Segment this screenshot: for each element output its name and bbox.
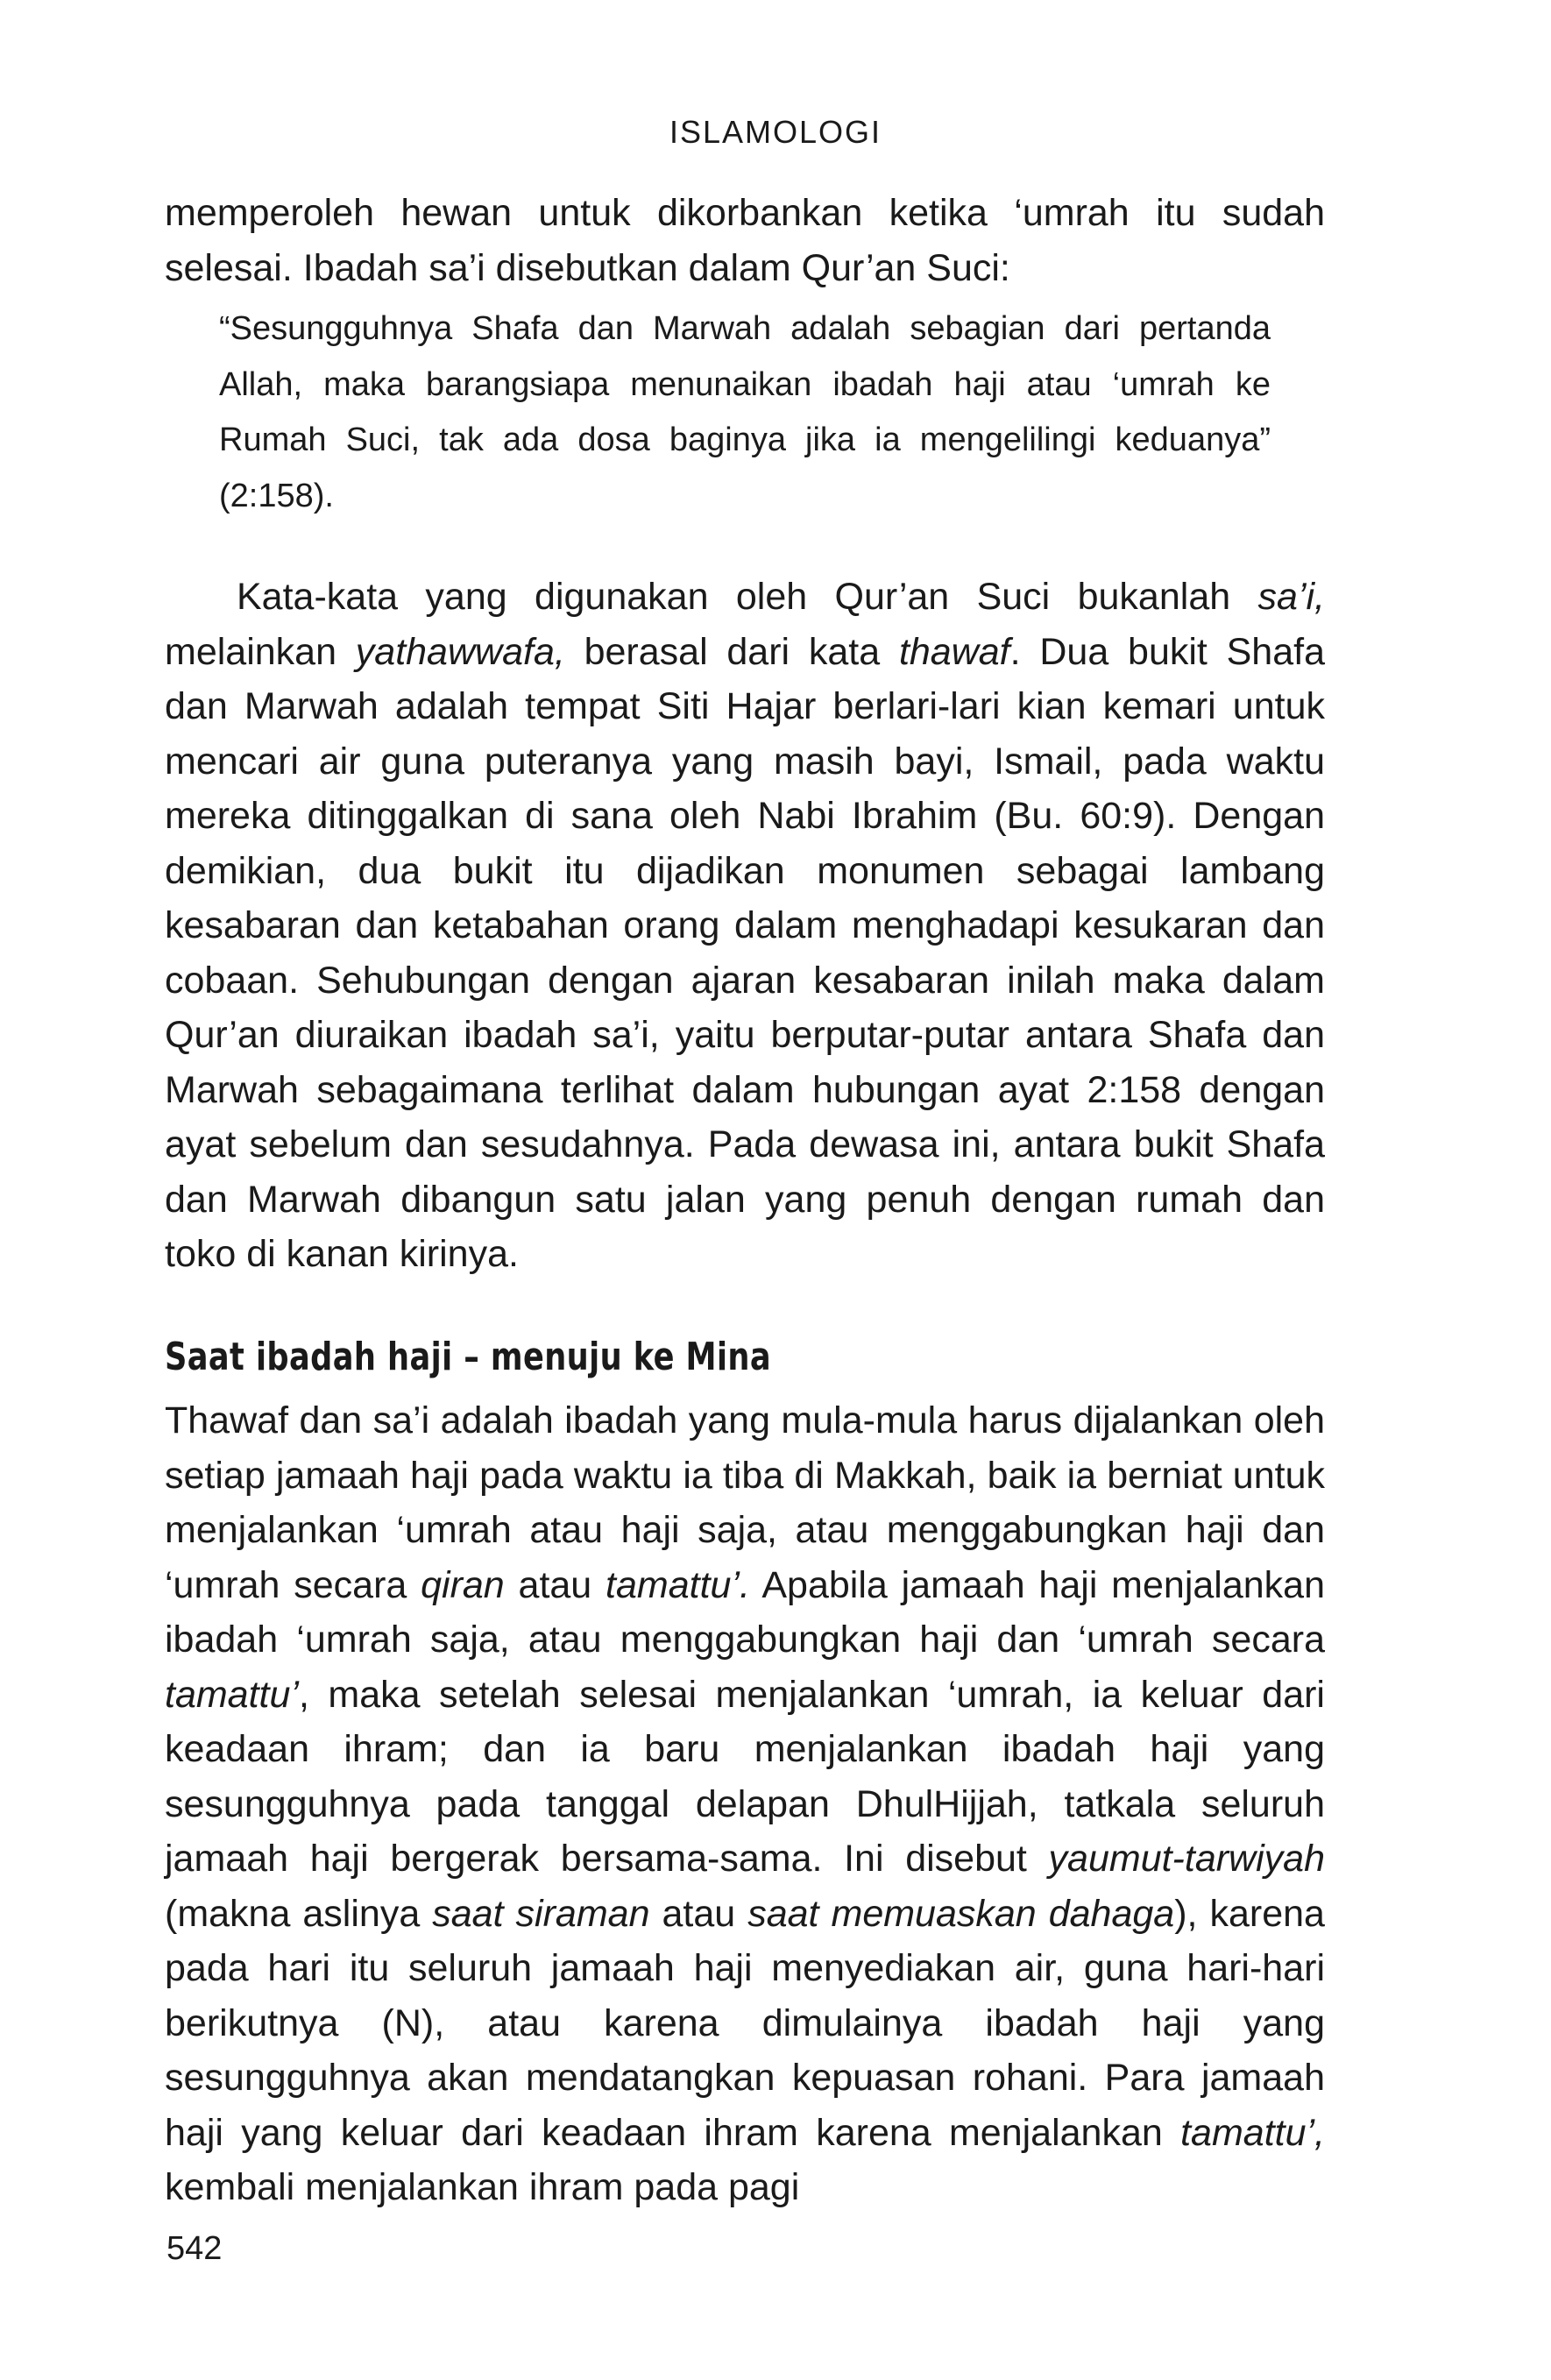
text-run: , maka setelah selesai menjalankan ‘umrah, ia keluar dari keadaan ihram; dan ia baru menjalankan ibadah haji yang sesungguhnya pada tanggal delapan DhulHijjah, tatkala seluruh jamaah haji bergerak bersama-sama. Ini disebut	[165, 1673, 1325, 1880]
paragraph-intro: memperoleh hewan untuk dikorbankan ketika ‘umrah itu sudah selesai. Ibadah sa’i disebutkan dalam Qur’an Suci:	[165, 192, 1325, 289]
text-run: berasal dari kata	[564, 630, 899, 673]
text-run: . Dua bukit Shafa dan Marwah adalah tempat Siti Hajar berlari-lari kian kemari untuk mencari air guna puteranya yang masih bayi, Ismail, pada waktu mereka ditinggalkan di sana oleh Nabi Ibrahim (Bu. 60:9). Dengan demikian, dua bukit itu dijadikan monumen sebagai lambang kesabaran dan ketabahan orang dalam menghadapi kesukaran dan cobaan. Sehubungan dengan ajaran kesabaran inilah maka dalam Qur’an diuraikan ibadah sa’i, yaitu berputar-putar antara Shafa dan Marwah sebagaimana terlihat dalam hubungan ayat 2:158 dengan ayat sebelum dan sesudahnya. Pada dewasa ini, antara bukit Shafa dan Marwah dibangun satu jalan yang penuh dengan rumah dan toko di kanan kirinya.	[165, 630, 1326, 1275]
italic-term: qiran	[421, 1563, 505, 1606]
paragraph-mina	[165, 1393, 1325, 2215]
italic-term: sa’i,	[1257, 576, 1325, 618]
italic-term: tamattu’,	[1180, 2111, 1325, 2154]
text-run: kembali menjalankan ihram pada pagi	[165, 2166, 800, 2208]
text-run: atau	[649, 1892, 748, 1935]
page-number: 542	[166, 2230, 223, 2267]
text-run: ), karena pada hari itu seluruh jamaah haji menyediakan air, guna hari-hari berikutnya (N), atau karena dimulainya ibadah haji yang sesungguhnya akan mendatangkan kepuasan rohani. Para jamaah haji yang keluar dari keadaan ihram karena menjalankan	[165, 1892, 1325, 2154]
section-heading: Saat ibadah haji – menuju ke Mina	[165, 1335, 772, 1379]
text-run: (makna aslinya	[165, 1892, 433, 1935]
text-run: Kata-kata yang digunakan oleh Qur’an Suci bukanlah	[237, 576, 1258, 618]
paragraph-shafa-marwah	[165, 570, 1325, 1282]
italic-term: yaumut-tarwiyah	[1048, 1838, 1325, 1880]
running-head: ISLAMOLOGI	[669, 114, 882, 150]
text-run: atau	[504, 1563, 606, 1606]
italic-term: yathawwafa,	[355, 630, 565, 673]
italic-term: saat memuaskan dahaga	[747, 1892, 1175, 1935]
text-run: Thawaf dan sa’i adalah ibadah yang mula-mula harus dijalankan oleh setiap jamaah haji pada waktu ia tiba di Makkah, baik ia berniat untuk menjalankan ‘umrah atau haji saja, atau menggabungkan haji dan ‘umrah secara	[165, 1399, 1325, 1606]
italic-term: saat siraman	[432, 1892, 650, 1935]
text-run: melainkan	[165, 630, 356, 673]
italic-term: tamattu’	[165, 1673, 299, 1716]
italic-term: thawaf	[898, 630, 1010, 673]
quran-quote: “Sesungguhnya Shafa dan Marwah adalah sebagian dari pertanda Allah, maka barangsiapa menunaikan ibadah haji atau ‘umrah ke Rumah Suci, tak ada dosa baginya jika ia mengelilingi keduanya” (2:158).	[219, 310, 1271, 514]
italic-term: tamattu’.	[606, 1563, 750, 1606]
text-run: Apabila jamaah haji menjalankan ibadah ‘umrah saja, atau menggabungkan haji dan ‘umrah secara	[165, 1563, 1325, 1661]
